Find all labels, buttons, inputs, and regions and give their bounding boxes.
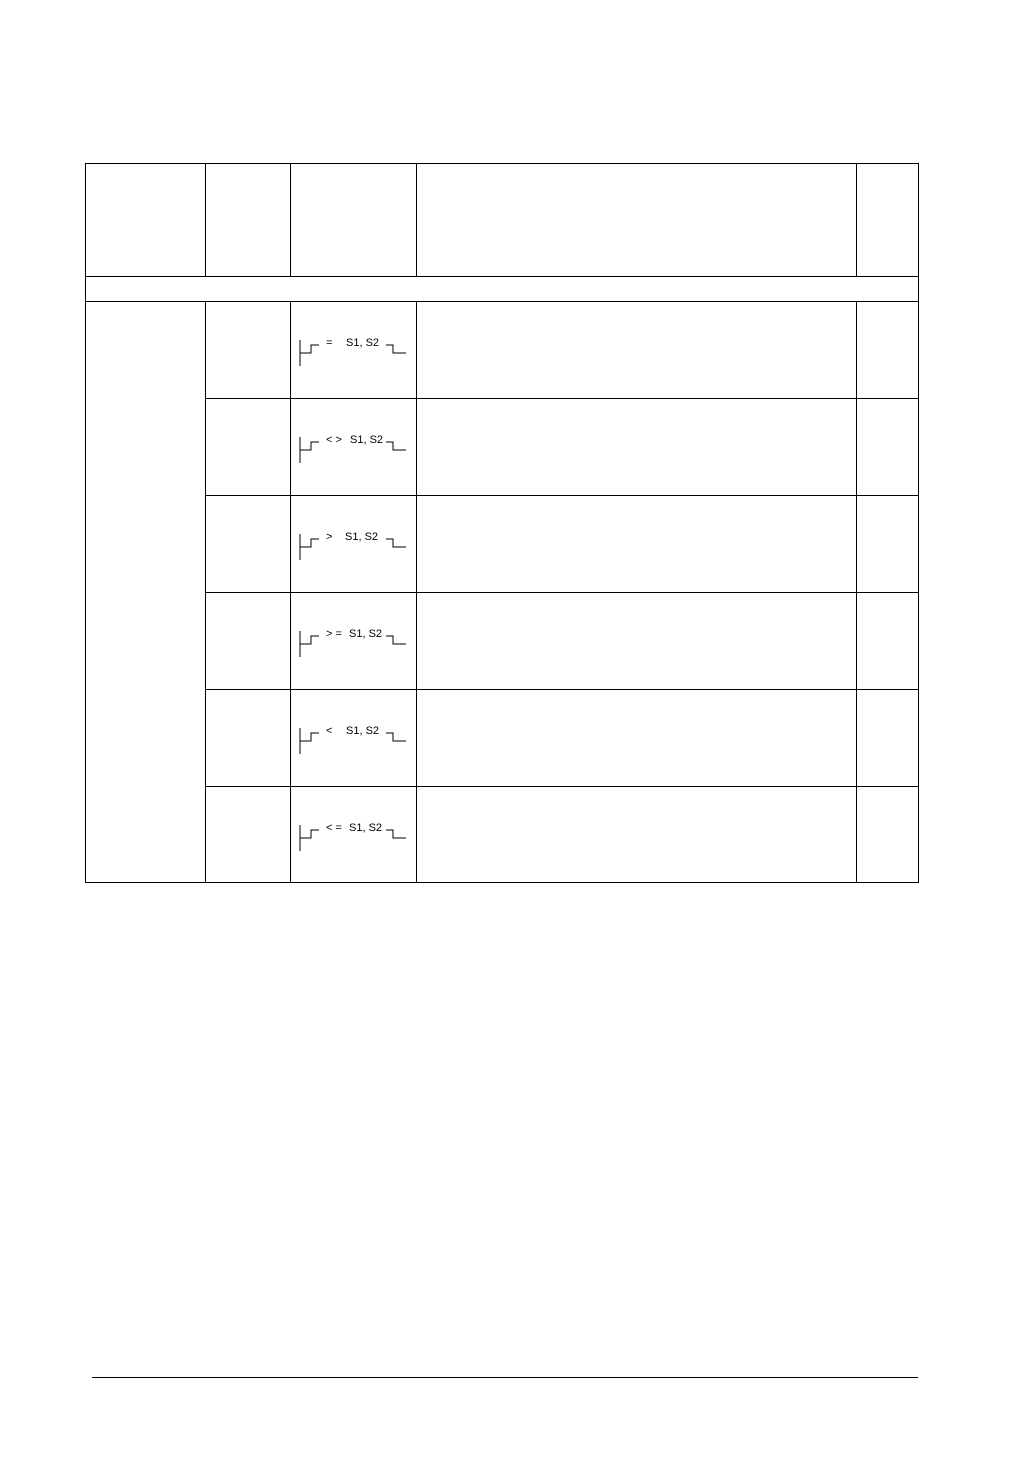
compare-operands: S1, S2 (349, 628, 383, 640)
table-row (290, 593, 415, 689)
footer-rule (92, 1377, 918, 1378)
compare-operands: S1, S2 (349, 822, 383, 834)
table-row (290, 399, 415, 495)
header-rule (86, 276, 918, 277)
ladder-contact-icon (290, 690, 415, 786)
compare-operands: S1, S2 (346, 337, 380, 349)
ladder-contact-icon (290, 496, 415, 592)
compare-operator: < > (326, 434, 342, 446)
compare-operands: S1, S2 (350, 434, 384, 446)
table-row (290, 496, 415, 592)
instruction-table (85, 163, 919, 883)
compare-operator: > (326, 531, 333, 543)
ladder-contact-icon (290, 302, 415, 398)
column-divider (856, 164, 857, 276)
compare-operator: < = (326, 822, 342, 834)
table-row (290, 690, 415, 786)
compare-operands: S1, S2 (345, 531, 379, 543)
column-divider (205, 164, 206, 276)
table-row (290, 302, 415, 398)
compare-operator: < (326, 725, 333, 737)
column-divider (290, 164, 291, 276)
column-divider (416, 164, 417, 276)
table-row (290, 787, 415, 883)
ladder-contact-icon (290, 787, 415, 883)
section-rule (86, 301, 918, 302)
compare-operator: = (326, 337, 333, 349)
compare-operands: S1, S2 (346, 725, 380, 737)
ladder-contact-icon (290, 593, 415, 689)
compare-operator: > = (326, 628, 342, 640)
ladder-contact-icon (290, 399, 415, 495)
